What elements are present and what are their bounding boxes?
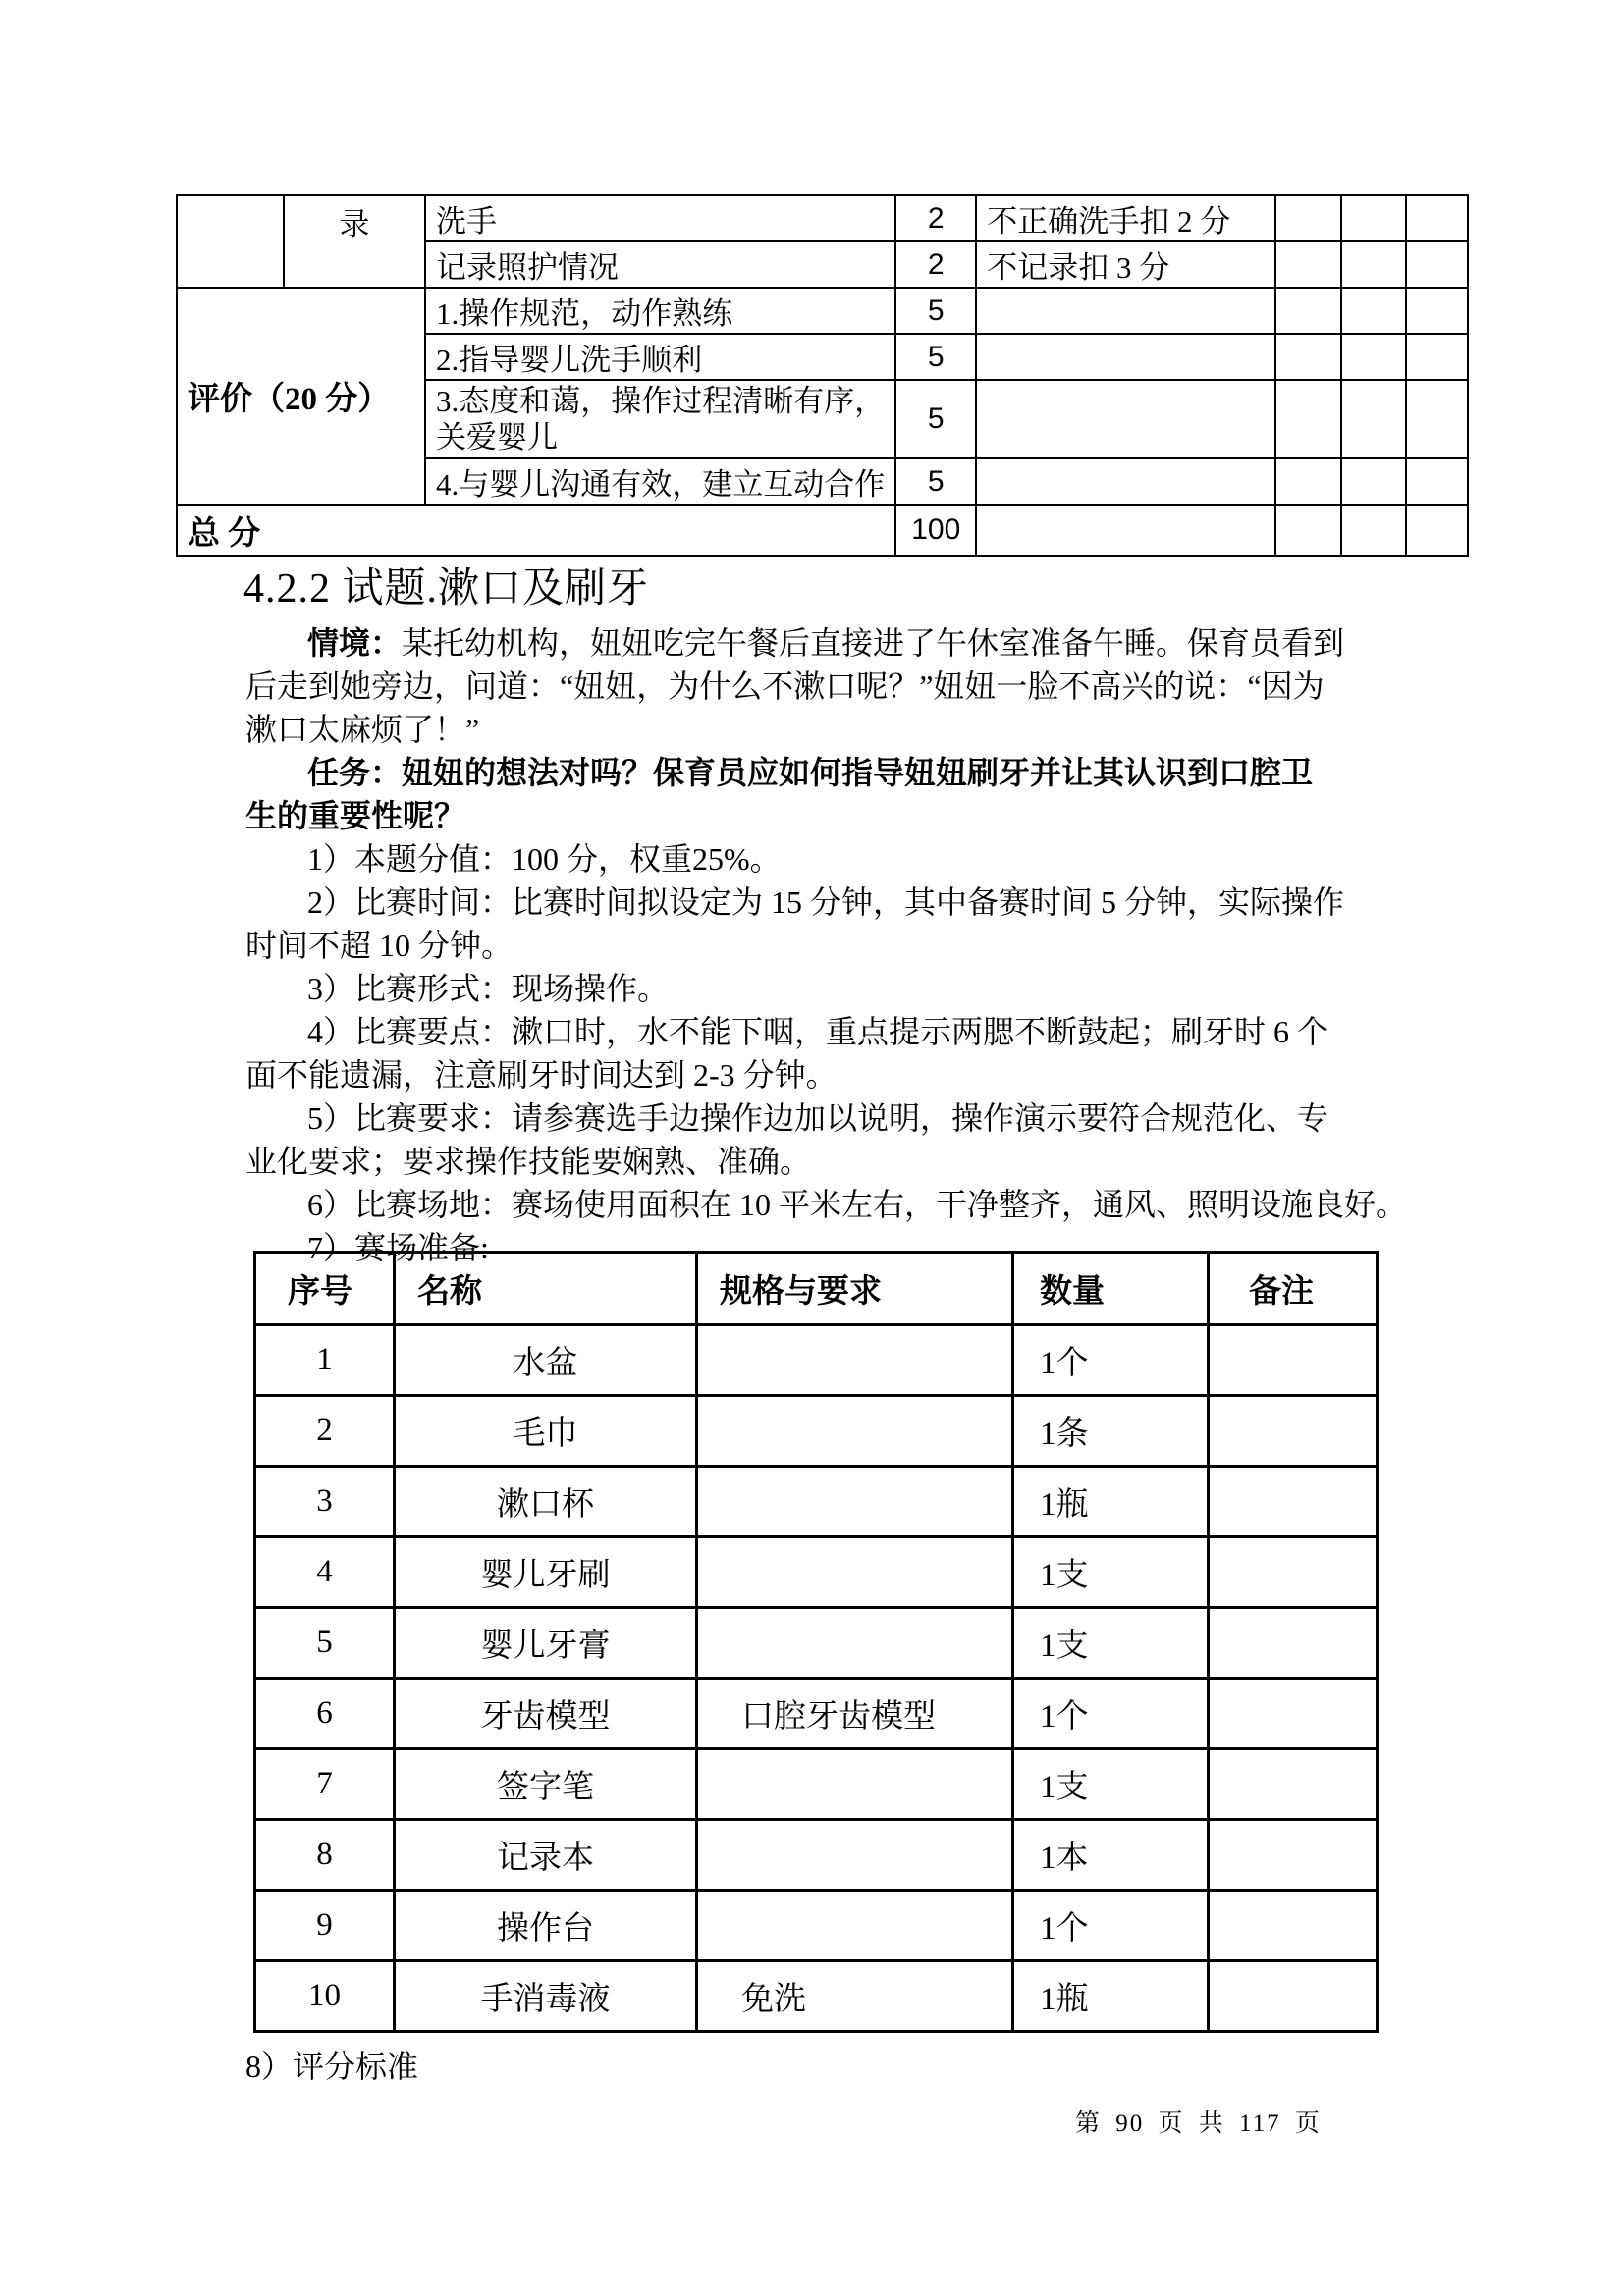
equipment-table-cell: 7 <box>255 1749 395 1820</box>
equipment-table-empty-cell <box>1209 1679 1378 1749</box>
score-table-cell: 总 分 <box>177 505 895 556</box>
score-table-cell: 2 <box>895 241 976 288</box>
score-table-empty-cell <box>1275 241 1341 288</box>
equipment-table-cell: 1条 <box>1013 1396 1209 1467</box>
equipment-table-header-row <box>255 1253 1378 1325</box>
equipment-table-cell: 1 <box>255 1325 395 1396</box>
equipment-table-header-cell: 备注 <box>1209 1253 1378 1325</box>
score-table-empty-cell <box>177 195 284 288</box>
equipment-table-row <box>255 1608 1378 1679</box>
body-paragraphs <box>245 621 1463 1269</box>
text-line-item-5: 5）比赛要求：请参赛选手边操作边加以说明，操作演示要符合规范化、专 <box>307 1100 1329 1136</box>
score-table-cell: 5 <box>895 334 976 380</box>
equipment-table-header-cell: 名称 <box>395 1253 697 1325</box>
text-line-task: 生的重要性呢？ <box>245 798 466 833</box>
score-table-empty-cell <box>976 288 1275 334</box>
text-line-item-1: 1）本题分值：100 分，权重25%。 <box>307 841 782 877</box>
equipment-table-cell: 1个 <box>1013 1325 1209 1396</box>
equipment-table-cell: 1瓶 <box>1013 1467 1209 1537</box>
equipment-table-empty-cell <box>1209 1891 1378 1961</box>
equipment-table-cell: 1本 <box>1013 1820 1209 1891</box>
equipment-table-empty-cell <box>1209 1961 1378 2032</box>
equipment-table-cell: 手消毒液 <box>395 1961 697 2032</box>
equipment-table-cell: 1瓶 <box>1013 1961 1209 2032</box>
equipment-table-empty-cell <box>697 1820 1013 1891</box>
equipment-table-cell: 婴儿牙膏 <box>395 1608 697 1679</box>
equipment-table-empty-cell <box>697 1608 1013 1679</box>
equipment-table-row <box>255 1467 1378 1537</box>
score-table-empty-cell <box>1406 195 1468 241</box>
equipment-table-cell: 牙齿模型 <box>395 1679 697 1749</box>
equipment-table-cell: 6 <box>255 1679 395 1749</box>
equipment-table-cell: 1支 <box>1013 1749 1209 1820</box>
equipment-table-cell: 婴儿牙刷 <box>395 1537 697 1608</box>
score-table-empty-cell <box>1341 458 1406 505</box>
equipment-table-header-cell: 数量 <box>1013 1253 1209 1325</box>
equipment-table-cell: 操作台 <box>395 1891 697 1961</box>
text-line-item-2: 2）比赛时间：比赛时间拟设定为 15 分钟，其中备赛时间 5 分钟，实际操作 <box>307 884 1345 920</box>
equipment-table-cell: 4 <box>255 1537 395 1608</box>
equipment-table-row <box>255 1537 1378 1608</box>
score-table-cell: 5 <box>895 380 976 458</box>
equipment-table-empty-cell <box>697 1325 1013 1396</box>
equipment-table-cell: 9 <box>255 1891 395 1961</box>
score-table-cell: 5 <box>895 288 976 334</box>
score-table-cell: 不记录扣 3 分 <box>976 241 1275 288</box>
equipment-table-empty-cell <box>697 1467 1013 1537</box>
equipment-table-cell: 水盆 <box>395 1325 697 1396</box>
score-table-empty-cell <box>976 458 1275 505</box>
equipment-table-cell: 1支 <box>1013 1537 1209 1608</box>
equipment-table-cell: 记录本 <box>395 1820 697 1891</box>
equipment-table-empty-cell <box>1209 1467 1378 1537</box>
scoring-standard-note: 8）评分标准 <box>245 2049 419 2084</box>
text-line-item-4: 4）比赛要点：漱口时，水不能下咽，重点提示两腮不断鼓起；刷牙时 6 个 <box>307 1014 1329 1049</box>
equipment-table-empty-cell <box>1209 1749 1378 1820</box>
equipment-table-cell: 免洗 <box>697 1961 1013 2032</box>
paragraph-label: 情境： <box>307 625 403 661</box>
equipment-table <box>253 1251 1379 2033</box>
equipment-table-cell: 签字笔 <box>395 1749 697 1820</box>
score-table-cell: 录 <box>284 195 425 288</box>
equipment-table-cell: 5 <box>255 1608 395 1679</box>
score-table-empty-cell <box>1275 195 1341 241</box>
text-line-item-5: 业化要求；要求操作技能要娴熟、准确。 <box>245 1144 812 1179</box>
score-table-empty-cell <box>976 505 1275 556</box>
score-table-cell: 100 <box>895 505 976 556</box>
equipment-table-header-cell: 规格与要求 <box>697 1253 1013 1325</box>
score-table-empty-cell <box>1406 380 1468 458</box>
equipment-table-cell: 1个 <box>1013 1679 1209 1749</box>
equipment-table-row <box>255 1961 1378 2032</box>
score-table-empty-cell <box>1341 241 1406 288</box>
score-table-empty-cell <box>976 334 1275 380</box>
score-table-cell: 洗手 <box>425 195 895 241</box>
score-table-empty-cell <box>1275 505 1341 556</box>
equipment-table-empty-cell <box>1209 1537 1378 1608</box>
equipment-table-header-cell: 序号 <box>255 1253 395 1325</box>
equipment-table-row <box>255 1820 1378 1891</box>
equipment-table-cell: 8 <box>255 1820 395 1891</box>
score-table <box>176 194 1469 557</box>
score-table-cell: 不正确洗手扣 2 分 <box>976 195 1275 241</box>
equipment-table-empty-cell <box>697 1537 1013 1608</box>
score-table-empty-cell <box>1275 288 1341 334</box>
score-table-cell: 3.态度和蔼，操作过程清晰有序，关爱婴儿 <box>425 380 895 458</box>
score-table-cell: 2.指导婴儿洗手顺利 <box>425 334 895 380</box>
score-table-empty-cell <box>1406 288 1468 334</box>
text-line-item-4: 面不能遗漏，注意刷牙时间达到 2-3 分钟。 <box>245 1057 838 1093</box>
section-heading: 4.2.2 试题.漱口及刷牙 <box>243 566 650 612</box>
equipment-table-row <box>255 1325 1378 1396</box>
equipment-table-cell: 1个 <box>1013 1891 1209 1961</box>
equipment-table-row <box>255 1749 1378 1820</box>
score-table-empty-cell <box>1406 458 1468 505</box>
equipment-table-row <box>255 1891 1378 1961</box>
score-table-empty-cell <box>1275 458 1341 505</box>
equipment-table-cell: 3 <box>255 1467 395 1537</box>
text-line-item-2: 时间不超 10 分钟。 <box>245 928 514 963</box>
score-table-empty-cell <box>1341 505 1406 556</box>
score-table-empty-cell <box>1275 380 1341 458</box>
equipment-table-empty-cell <box>697 1749 1013 1820</box>
equipment-table-cell: 1支 <box>1013 1608 1209 1679</box>
text-line-situation: 情境：某托幼机构，妞妞吃完午餐后直接进了午休室准备午睡。保育员看到 <box>307 625 1345 661</box>
score-table-empty-cell <box>1406 505 1468 556</box>
text-line-item-6: 6）比赛场地：赛场使用面积在 10 平米左右，干净整齐，通风、照明设施良好。 <box>307 1187 1408 1222</box>
score-table-row <box>177 195 1468 241</box>
equipment-table-empty-cell <box>1209 1396 1378 1467</box>
equipment-table-empty-cell <box>697 1891 1013 1961</box>
score-table-empty-cell <box>976 380 1275 458</box>
score-table-cell: 记录照护情况 <box>425 241 895 288</box>
equipment-table-empty-cell <box>1209 1325 1378 1396</box>
score-table-cell: 评价（20 分） <box>177 288 425 505</box>
score-table-empty-cell <box>1341 288 1406 334</box>
score-table-empty-cell <box>1341 380 1406 458</box>
score-table-row <box>177 288 1468 334</box>
score-table-empty-cell <box>1275 334 1341 380</box>
equipment-table-empty-cell <box>1209 1608 1378 1679</box>
equipment-table-cell: 漱口杯 <box>395 1467 697 1537</box>
equipment-table-cell: 2 <box>255 1396 395 1467</box>
equipment-table-cell: 毛巾 <box>395 1396 697 1467</box>
score-table-cell: 1.操作规范，动作熟练 <box>425 288 895 334</box>
text-line-task: 任务：妞妞的想法对吗？保育员应如何指导妞妞刷牙并让其认识到口腔卫 <box>307 755 1314 790</box>
equipment-table-row <box>255 1396 1378 1467</box>
score-table-cell: 2 <box>895 195 976 241</box>
equipment-table-empty-cell <box>697 1396 1013 1467</box>
score-table-empty-cell <box>1406 334 1468 380</box>
text-line-item-7: 7）赛场准备: <box>307 1230 489 1265</box>
text-line-situation: 漱口太麻烦了！” <box>245 712 480 747</box>
equipment-table-empty-cell <box>1209 1820 1378 1891</box>
text-line-item-3: 3）比赛形式：现场操作。 <box>307 971 670 1006</box>
score-table-cell: 5 <box>895 458 976 505</box>
equipment-table-row <box>255 1679 1378 1749</box>
score-table-empty-cell <box>1341 195 1406 241</box>
score-table-empty-cell <box>1341 334 1406 380</box>
score-table-cell: 4.与婴儿沟通有效，建立互动合作 <box>425 458 895 505</box>
page-footer: 第 90 页 共 117 页 <box>1075 2110 1322 2137</box>
equipment-table-cell: 10 <box>255 1961 395 2032</box>
score-table-row <box>177 505 1468 556</box>
text-line-situation: 后走到她旁边，问道：“妞妞，为什么不漱口呢？”妞妞一脸不高兴的说：“因为 <box>245 668 1325 704</box>
score-table-empty-cell <box>1406 241 1468 288</box>
equipment-table-cell: 口腔牙齿模型 <box>697 1679 1013 1749</box>
